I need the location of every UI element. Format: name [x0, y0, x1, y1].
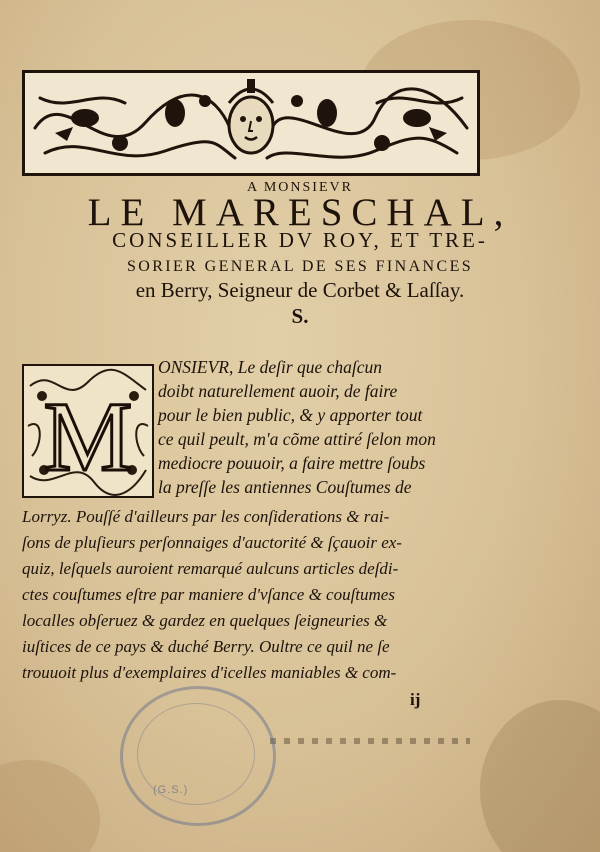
body-line: iuſtices de ce pays & duché Berry. Oultre ce quil ne ſe [22, 637, 390, 656]
body-line: ONSIEVR, Le deſir que chaſcun [158, 357, 383, 377]
dedicatee-name: LE MARESCHAL, [87, 191, 513, 234]
body-line: ctes couſtumes eſtre par maniere d'vſance & couſtumes [22, 585, 395, 604]
body-line: trouuoit plus d'exemplaires d'icelles maniables & com- [22, 663, 397, 682]
body-line: pour le bien public, & y apporter tout [158, 405, 423, 425]
body-line: la preſſe les antiennes Couſtumes de [158, 477, 412, 497]
library-stamp-text: (G.S.) [153, 784, 189, 796]
svg-text:M: M [43, 381, 133, 492]
salutation: S. [291, 304, 309, 328]
body-line: quiz, leſquels auroient remarqué aulcuns articles deſdi- [22, 559, 399, 578]
decorated-initial [22, 364, 154, 498]
signature-mark: ij [410, 690, 421, 709]
ornamental-headpiece [22, 70, 480, 176]
body-line: localles obſeruez & gardez en quelques ſeigneuries & [22, 611, 388, 630]
dedication-line: A MONSIEVR [247, 180, 353, 195]
body-line: doibt naturellement auoir, de faire [158, 381, 398, 401]
body-line: ce quil peult, m'a cõme attiré ſelon mon [158, 429, 436, 449]
body-line: mediocre pouuoir, a faire mettre ſoubs [158, 453, 426, 473]
ink-bleed [270, 738, 470, 744]
paper-stain [480, 700, 600, 852]
library-stamp [120, 686, 276, 826]
body-line: Lorryz. Pouſſé d'ailleurs par les conſiderations & rai- [22, 507, 390, 526]
paper-stain [0, 760, 100, 852]
dedicatee-lordship: en Berry, Seigneur de Corbet & Laſſay. [135, 278, 465, 302]
dedicatee-title: CONSEILLER DV ROY, ET TRE- [112, 228, 488, 252]
dedicatee-title-continued: SORIER GENERAL DE SES FINANCES [126, 258, 474, 275]
body-line: ſons de pluſieurs perſonnaiges d'auctorité & ſçauoir ex- [22, 533, 402, 552]
